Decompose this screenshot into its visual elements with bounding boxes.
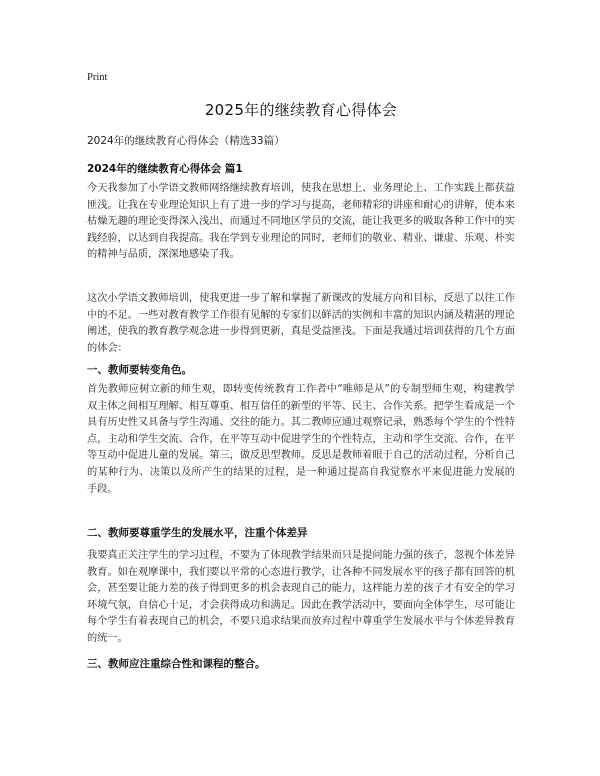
section-heading-curriculum-integration: 三、教师应注重综合性和课程的整合。 xyxy=(87,658,266,670)
paragraph-role-change: 首先教师应树立新的师生观，即转变传统教育工作者中“唯师是从”的专制型师生观，构建教学双主体之间相互理解、相互尊重、相互信任的新型的平等、民主、合作关系。把学生看成是一个具有历史性又具备与学生沟通、交往的能力。其二教师应通过观察记录，熟悉每个学生的个性特点，主动和学生交流、合作，在平等互动中促进学生的个性特点，主动和学生交流、合作，在平等互动中促进儿童的发展。第三，做反思型教师。反思是教师着眼于自己的活动过程，分析自己的某种行为、决策以及所产生的结果的过程，是一种通过提高自我觉察水平来促进能力发展的 手段。 xyxy=(87,384,515,495)
section-heading-role-change: 一、教师要转变角色。 xyxy=(87,364,192,376)
paragraph-individual-differences: 我要真正关注学生的学习过程，不要为了体现教学结果而只是提问能力强的孩子，忽视个体差异教育。如在观摩课中，我们要以平常的心态进行教学，让各种不同发展水平的孩子都有回答的机会，甚至要让能力差的孩子得到更多的机会表现自己的能力，这样能力差的孩子才有安全的学习环境气氛，自信心十足，才会获得成功和满足。因此在教学活动中，要面向全体学生，尽可能让每个学生有着表现自己的机会，不要只追求结果而放弃过程中尊重学生发展水平与个体差异教育的统一。 xyxy=(87,550,515,644)
paragraph-intro: 今天我参加了小学语文教师网络继续教育培训，使我在思想上、业务理论上、工作实践上都获益匪浅。让我在专业理论知识上有了进一步的学习与提高，老师精彩的讲座和耐心的讲解，使本来枯燥无趣的理论变得深入浅出，而通过不同地区学员的交流，能让我更多的吸取各种工作中的实践经验，以达到自我提高。我在学到专业理论的同时，老师们的敬业、精业、谦虚、乐观、朴实的精神与品质，深深地感染了我。 xyxy=(87,183,515,261)
document-subtitle: 2024年的继续教育心得体会（精选33篇） xyxy=(87,135,285,147)
page-title: 2025年的继续教育心得体会 xyxy=(204,101,398,119)
print-label: Print xyxy=(87,72,108,83)
section-heading-individual-differences: 二、教师要尊重学生的发展水平，注重个体差异 xyxy=(87,527,308,539)
document-page xyxy=(87,0,515,776)
essay-heading: 2024年的继续教育心得体会 篇1 xyxy=(87,163,243,175)
paragraph-training-reflection: 这次小学语文教师培训，使我更进一步了解和掌握了新课改的发展方向和目标，反思了以往工作中的不足。一些对教育教学工作很有见解的专家们以鲜活的实例和丰富的知识内涵及精湛的理论阐述，使我的教育教学观念进一步得到更新，真是受益匪浅。下面是我通过培训获得的几个方面的体会： xyxy=(87,293,515,354)
